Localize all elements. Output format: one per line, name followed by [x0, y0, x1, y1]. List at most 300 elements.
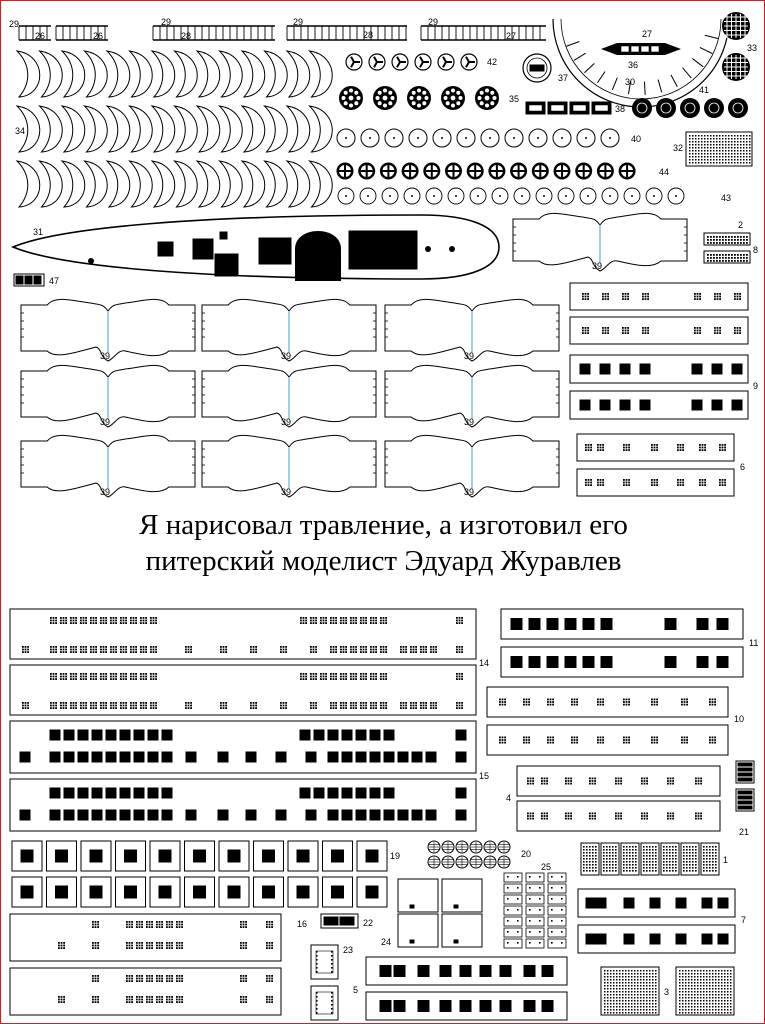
part-number-n16: 16 — [297, 919, 308, 929]
porthole-dot — [699, 330, 701, 332]
mesh-dot — [604, 997, 606, 999]
porthole-dot — [380, 707, 382, 709]
mesh-dot — [643, 994, 645, 996]
porthole-dot — [320, 678, 322, 680]
crescent-part-34 — [130, 106, 153, 152]
mesh-dot — [626, 849, 628, 851]
porthole-dot — [585, 449, 587, 451]
porthole-dot — [694, 330, 696, 332]
mesh-dot — [623, 846, 625, 848]
mesh-dot — [695, 150, 697, 152]
porthole-dot — [90, 622, 92, 624]
mesh-dot — [609, 861, 611, 863]
porthole-dot — [153, 705, 155, 707]
mesh-dot — [646, 855, 648, 857]
window-block — [542, 1001, 553, 1012]
mesh-dot — [635, 864, 637, 866]
porthole-dot — [600, 739, 602, 741]
mesh-dot — [743, 156, 745, 158]
porthole-dot — [131, 999, 133, 1001]
crescent-part-34 — [175, 51, 198, 97]
porthole-dot — [63, 649, 65, 651]
window-block — [583, 657, 594, 668]
porthole-dot — [590, 444, 592, 446]
mesh-dot — [725, 153, 727, 155]
mesh-dot — [730, 979, 732, 981]
porthole-dot — [568, 778, 570, 780]
porthole-dot — [594, 818, 596, 820]
mesh-dot — [610, 985, 612, 987]
porthole-dot — [686, 701, 688, 703]
porthole-dot — [315, 622, 317, 624]
porthole-dot — [181, 947, 183, 949]
disc-hole — [456, 101, 460, 105]
porthole-dot — [737, 293, 739, 295]
porthole-dot — [461, 617, 463, 619]
porthole-dot — [188, 707, 190, 709]
cap-37-slot — [530, 65, 544, 71]
part-number-n39: 39 — [281, 417, 292, 427]
disc-hole — [376, 96, 380, 100]
porthole-dot — [159, 947, 161, 949]
porthole-dot — [686, 737, 688, 739]
mesh-dot — [688, 988, 690, 990]
mesh-dot — [712, 997, 714, 999]
disc-hole — [490, 101, 494, 105]
mesh-dot — [616, 997, 618, 999]
porthole-dot — [70, 622, 72, 624]
porthole-dot — [714, 293, 716, 295]
window-block — [106, 730, 116, 740]
porthole-dot — [153, 617, 155, 619]
porthole-dot — [343, 705, 345, 707]
porthole-dot — [695, 780, 697, 782]
porthole-dot — [245, 945, 247, 947]
mesh-dot — [655, 982, 657, 984]
tab-dot — [551, 876, 553, 878]
mesh-dot — [610, 991, 612, 993]
porthole-dot — [141, 921, 143, 923]
frame-19-center — [194, 850, 206, 862]
porthole-dot — [383, 707, 385, 709]
mesh-dot — [609, 849, 611, 851]
tab-dot — [539, 898, 541, 900]
porthole-dot — [110, 707, 112, 709]
porthole-dot — [415, 705, 417, 707]
mesh-dot — [631, 997, 633, 999]
porthole-dot — [243, 999, 245, 1001]
porthole-dot — [280, 651, 282, 653]
mesh-dot — [613, 1009, 615, 1011]
mesh-dot — [715, 997, 717, 999]
porthole-dot — [103, 622, 105, 624]
window-block — [384, 752, 394, 762]
porthole-dot — [504, 704, 506, 706]
porthole-dot — [320, 676, 322, 678]
porthole-dot — [628, 739, 630, 741]
mesh-dot — [672, 852, 674, 854]
porthole-dot — [185, 646, 187, 648]
porthole-dot — [320, 622, 322, 624]
porthole-dot — [363, 702, 365, 704]
part-number-n27: 27 — [506, 31, 517, 41]
mesh-dot — [721, 970, 723, 972]
mesh-dot — [734, 162, 736, 164]
porthole-dot — [93, 707, 95, 709]
porthole-dot — [670, 813, 672, 815]
mesh-dot — [712, 867, 714, 869]
grille-dot — [316, 959, 318, 961]
porthole-dot — [499, 742, 501, 744]
porthole-dot — [430, 705, 432, 707]
porthole-dot — [699, 296, 701, 298]
porthole-dot — [459, 622, 461, 624]
porthole-dot — [22, 651, 24, 653]
panel-24-mark — [454, 905, 458, 908]
disc-hole — [459, 96, 463, 100]
porthole-dot — [546, 778, 548, 780]
plate-38-window — [573, 105, 586, 111]
mesh-dot — [682, 973, 684, 975]
tab-dot — [507, 887, 509, 889]
mesh-dot — [679, 970, 681, 972]
porthole-dot — [179, 947, 181, 949]
porthole-dot — [644, 815, 646, 817]
mesh-dot — [695, 141, 697, 143]
mesh-dot — [737, 153, 739, 155]
porthole-dot — [355, 707, 357, 709]
window-block — [162, 788, 172, 798]
mesh-dot — [700, 1003, 702, 1005]
washer-43-center — [455, 195, 457, 197]
mesh-dot — [721, 1012, 723, 1014]
tab-dot — [539, 876, 541, 878]
grille-dot — [737, 260, 739, 262]
mesh-dot — [637, 991, 639, 993]
mesh-dot — [637, 982, 639, 984]
porthole-dot — [63, 705, 65, 707]
porthole-dot — [113, 620, 115, 622]
window-block — [524, 1001, 535, 1012]
mesh-dot — [625, 988, 627, 990]
porthole-dot — [712, 701, 714, 703]
porthole-dot — [642, 327, 644, 329]
mesh-dot — [682, 1000, 684, 1002]
porthole-dot — [681, 739, 683, 741]
porthole-dot — [425, 707, 427, 709]
mesh-dot — [715, 988, 717, 990]
porthole-dot — [651, 479, 653, 481]
mesh-dot — [679, 979, 681, 981]
mesh-dot — [634, 1003, 636, 1005]
grille-dot — [331, 1012, 333, 1014]
mesh-dot — [655, 852, 657, 854]
mesh-dot — [643, 1006, 645, 1008]
mesh-dot — [626, 846, 628, 848]
porthole-dot — [130, 678, 132, 680]
porthole-dot — [670, 780, 672, 782]
tab-dot — [529, 931, 531, 933]
mesh-dot — [619, 994, 621, 996]
crescent-part-34 — [242, 106, 265, 152]
porthole-dot — [345, 673, 347, 675]
tab-dot — [561, 920, 563, 922]
porthole-dot — [333, 673, 335, 675]
porthole-dot — [456, 646, 458, 648]
window-block — [640, 400, 650, 410]
porthole-dot — [123, 620, 125, 622]
mesh-dot — [625, 1000, 627, 1002]
window-block — [148, 752, 158, 762]
porthole-dot — [565, 778, 567, 780]
mesh-dot — [612, 849, 614, 851]
mesh-dot — [719, 144, 721, 146]
porthole-dot — [129, 921, 131, 923]
porthole-dot — [139, 921, 141, 923]
porthole-dot — [105, 622, 107, 624]
porthole-dot — [135, 617, 137, 619]
mesh-dot — [649, 991, 651, 993]
porthole-dot — [313, 676, 315, 678]
mesh-dot — [629, 867, 631, 869]
mesh-dot — [706, 985, 708, 987]
mesh-dot — [710, 138, 712, 140]
mesh-dot — [689, 858, 691, 860]
porthole-dot — [271, 921, 273, 923]
mesh-dot — [604, 970, 606, 972]
porthole-dot — [592, 783, 594, 785]
mesh-dot — [607, 982, 609, 984]
porthole-dot — [169, 921, 171, 923]
mesh-dot — [646, 982, 648, 984]
porthole-dot — [700, 780, 702, 782]
mesh-dot — [718, 970, 720, 972]
mesh-dot — [604, 976, 606, 978]
deck-hatch — [193, 239, 213, 259]
window-block — [92, 788, 102, 798]
porthole-dot — [333, 705, 335, 707]
mesh-dot — [613, 994, 615, 996]
porthole-dot — [143, 676, 145, 678]
crescent-part-34 — [40, 161, 63, 207]
porthole-dot — [699, 444, 701, 446]
porthole-dot — [600, 704, 602, 706]
porthole-dot — [179, 978, 181, 980]
porthole-dot — [151, 924, 153, 926]
porthole-dot — [92, 924, 94, 926]
tab-dot — [517, 887, 519, 889]
mesh-dot — [703, 1000, 705, 1002]
mesh-dot — [749, 153, 751, 155]
porthole-dot — [383, 678, 385, 680]
mesh-dot — [691, 997, 693, 999]
porthole-dot — [459, 646, 461, 648]
porthole-dot — [656, 739, 658, 741]
porthole-dot — [315, 620, 317, 622]
porthole-dot — [681, 704, 683, 706]
porthole-dot — [140, 651, 142, 653]
mesh-dot — [715, 970, 717, 972]
caption-line-1: Я нарисовал травление, а изготовил его — [139, 509, 628, 541]
grille-dot — [719, 236, 721, 238]
mesh-dot — [655, 994, 657, 996]
porthole-dot — [600, 444, 602, 446]
mesh-dot — [623, 861, 625, 863]
porthole-dot — [103, 617, 105, 619]
porthole-dot — [146, 975, 148, 977]
porthole-dot — [280, 649, 282, 651]
mesh-dot — [643, 970, 645, 972]
porthole-dot — [355, 622, 357, 624]
porthole-dot — [135, 646, 137, 648]
porthole-dot — [190, 651, 192, 653]
grille-dot — [331, 967, 333, 969]
porthole-dot — [166, 921, 168, 923]
porthole-dot — [141, 999, 143, 1001]
porthole-dot — [63, 942, 65, 944]
window-block — [328, 752, 338, 762]
porthole-dot — [585, 332, 587, 334]
porthole-dot — [719, 449, 721, 451]
mesh-dot — [740, 162, 742, 164]
porthole-dot — [737, 330, 739, 332]
grille-dot — [331, 963, 333, 965]
porthole-dot — [343, 676, 345, 678]
mesh-dot — [709, 976, 711, 978]
porthole-dot — [656, 484, 658, 486]
porthole-dot — [130, 673, 132, 675]
porthole-dot — [333, 617, 335, 619]
plate-47-window — [16, 276, 23, 284]
mesh-dot — [715, 849, 717, 851]
porthole-dot — [55, 678, 57, 680]
window-block — [134, 730, 144, 740]
mesh-dot — [701, 144, 703, 146]
mesh-dot — [737, 138, 739, 140]
crescent-part-34 — [85, 51, 108, 97]
window-block — [370, 730, 380, 740]
mesh-dot — [631, 1009, 633, 1011]
porthole-dot — [380, 617, 382, 619]
porthole-dot — [350, 707, 352, 709]
porthole-dot — [587, 330, 589, 332]
porthole-dot — [719, 332, 721, 334]
porthole-dot — [169, 980, 171, 982]
porthole-dot — [694, 293, 696, 295]
mesh-dot — [637, 979, 639, 981]
porthole-dot — [146, 978, 148, 980]
porthole-dot — [166, 1001, 168, 1003]
porthole-dot — [343, 617, 345, 619]
mesh-dot — [646, 1009, 648, 1011]
mesh-dot — [606, 864, 608, 866]
mesh-dot — [722, 138, 724, 140]
mesh-dot — [731, 147, 733, 149]
porthole-dot — [570, 778, 572, 780]
window-block — [64, 810, 74, 820]
porthole-dot — [582, 296, 584, 298]
mesh-dot — [727, 1009, 729, 1011]
porthole-dot — [75, 707, 77, 709]
window-block — [356, 788, 366, 798]
porthole-dot — [588, 484, 590, 486]
mesh-dot — [682, 1012, 684, 1014]
porthole-dot — [83, 673, 85, 675]
porthole-dot — [456, 705, 458, 707]
porthole-dot — [90, 649, 92, 651]
mesh-dot — [692, 867, 694, 869]
grille-dot — [737, 254, 739, 256]
grille-dot — [746, 242, 748, 244]
mesh-dot — [746, 135, 748, 137]
mesh-dot — [613, 988, 615, 990]
porthole-dot — [145, 622, 147, 624]
mesh-dot — [718, 1012, 720, 1014]
grille-dot — [731, 254, 733, 256]
mesh-dot — [724, 982, 726, 984]
porthole-dot — [100, 622, 102, 624]
mesh-dot — [655, 988, 657, 990]
porthole-dot — [65, 702, 67, 704]
window-block — [426, 810, 436, 820]
mesh-dot — [724, 997, 726, 999]
tab-25 — [526, 917, 544, 926]
porthole-dot — [58, 996, 60, 998]
porthole-dot — [576, 704, 578, 706]
porthole-dot — [171, 924, 173, 926]
mesh-dot — [697, 973, 699, 975]
mesh-dot — [743, 147, 745, 149]
mesh-dot — [710, 156, 712, 158]
washer-43-center — [631, 195, 633, 197]
mesh-dot — [709, 994, 711, 996]
porthole-dot — [136, 980, 138, 982]
porthole-dot — [130, 620, 132, 622]
mesh-dot — [727, 1000, 729, 1002]
mesh-dot — [607, 1003, 609, 1005]
porthole-dot — [90, 646, 92, 648]
porthole-dot — [120, 678, 122, 680]
mesh-dot — [685, 985, 687, 987]
porthole-dot — [166, 945, 168, 947]
porthole-dot — [615, 818, 617, 820]
mesh-dot — [675, 864, 677, 866]
porthole-dot — [95, 996, 97, 998]
mesh-dot — [643, 976, 645, 978]
porthole-dot — [459, 678, 461, 680]
porthole-dot — [403, 705, 405, 707]
porthole-dot — [100, 617, 102, 619]
crescent-part-34 — [85, 161, 108, 207]
mesh-dot — [646, 973, 648, 975]
porthole-dot — [60, 707, 62, 709]
porthole-dot — [126, 947, 128, 949]
deck-bollard — [425, 246, 431, 252]
mesh-dot — [713, 159, 715, 161]
porthole-dot — [141, 942, 143, 944]
porthole-dot — [220, 651, 222, 653]
mesh-dot — [622, 982, 624, 984]
porthole-dot — [90, 676, 92, 678]
grille-dot — [713, 236, 715, 238]
mesh-dot — [679, 1006, 681, 1008]
porthole-dot — [63, 678, 65, 680]
porthole-dot — [179, 1001, 181, 1003]
porthole-dot — [53, 622, 55, 624]
porthole-dot — [176, 1001, 178, 1003]
porthole-dot — [113, 702, 115, 704]
porthole-dot — [335, 617, 337, 619]
